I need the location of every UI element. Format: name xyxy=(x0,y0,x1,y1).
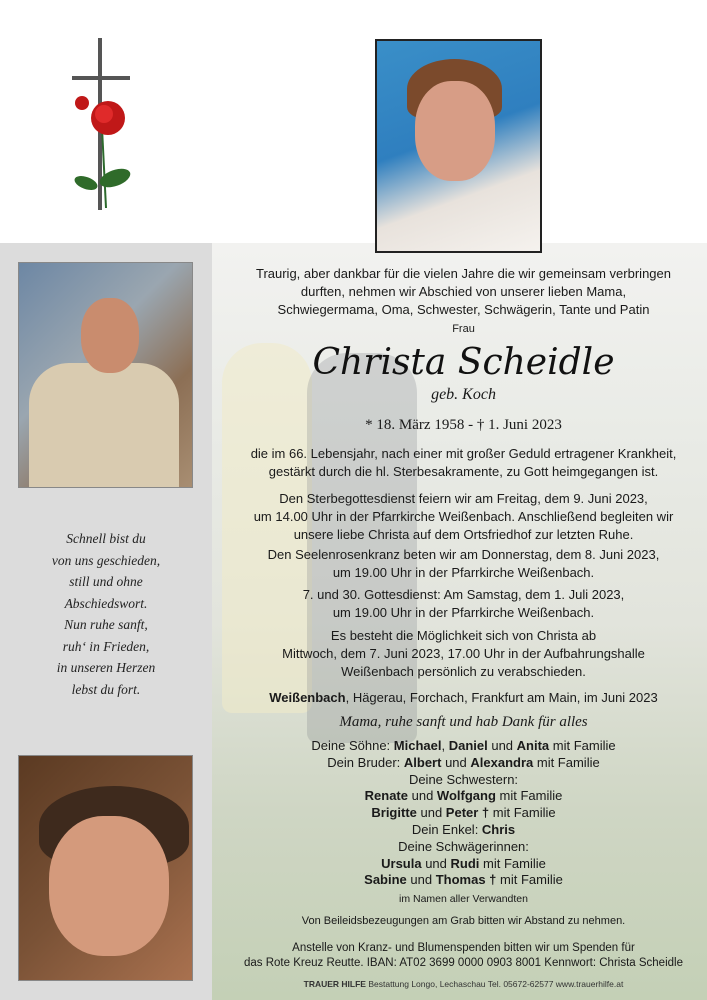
text-line: Weißenbach persönlich zu verabschieden. xyxy=(341,664,586,679)
family-text: Deine Söhne: xyxy=(311,738,394,753)
family-list xyxy=(220,738,707,889)
poem-line: still und ohne xyxy=(69,574,143,589)
family-text: und xyxy=(416,805,446,821)
poem-line: Nun ruhe sanft, xyxy=(64,617,148,632)
photo-traditional-dress xyxy=(18,262,193,488)
family-text: und xyxy=(406,872,436,888)
family-line xyxy=(220,872,707,889)
deceased-name: Christa Scheidle xyxy=(312,342,615,383)
poem xyxy=(0,528,212,700)
family-name: Michael xyxy=(393,738,442,753)
family-text: mit Familie xyxy=(549,738,616,753)
family-name: Chris xyxy=(481,821,516,837)
family-text: mit Familie xyxy=(479,855,546,871)
text-line: gestärkt durch die hl. Sterbesakramente, zu Gott heimgegangen ist. xyxy=(268,464,659,479)
family-name: Brigitte xyxy=(371,805,417,821)
family-line xyxy=(220,839,707,856)
family-text: mit Familie xyxy=(496,872,563,888)
donation-note xyxy=(220,941,707,971)
text-line: Mittwoch, dem 7. Juni 2023, 17.00 Uhr in der Aufbahrungshalle xyxy=(282,646,645,661)
photo-smiling xyxy=(18,755,193,981)
family-text: Dein Enkel: xyxy=(411,821,482,837)
intro-text xyxy=(220,265,707,319)
place-rest: , Hägerau, Forchach, Frankfurt am Main, im Juni 2023 xyxy=(345,690,658,705)
rosary-info xyxy=(220,546,707,582)
footer-brand: TRAUER HILFE xyxy=(303,979,366,989)
viewing-info xyxy=(220,627,707,681)
text-line: um 14.00 Uhr in der Pfarrkirche Weißenbach. Anschließend begleiten wir xyxy=(253,509,674,524)
text-line: unsere liebe Christa auf dem Ortsfriedhof zur letzten Ruhe. xyxy=(293,527,634,542)
family-text: Dein Bruder: xyxy=(327,754,404,770)
family-line xyxy=(220,805,707,822)
footer xyxy=(220,979,707,989)
place-date xyxy=(220,689,707,707)
family-name: Ursula xyxy=(381,855,422,871)
family-line xyxy=(220,772,707,789)
text-line: 7. und 30. Gottesdienst: Am Samstag, dem 1. Juli 2023, xyxy=(302,587,625,602)
family-name: Anita xyxy=(516,738,550,753)
text-line: Den Seelenrosenkranz beten wir am Donnerstag, dem 8. Juni 2023, xyxy=(267,547,660,562)
text-line: Den Sterbegottesdienst feiern wir am Freitag, dem 9. Juni 2023, xyxy=(279,491,648,506)
family-text: und xyxy=(441,754,471,770)
text-line: Anstelle von Kranz- und Blumenspenden bitten wir um Spenden für xyxy=(292,942,635,954)
place-bold: Weißenbach xyxy=(269,690,346,705)
family-name: Wolfgang xyxy=(436,788,496,804)
poem-line: Schnell bist du xyxy=(66,531,146,546)
maiden-name: geb. Koch xyxy=(431,386,496,403)
family-line xyxy=(220,738,707,755)
family-text: mit Familie xyxy=(489,805,556,821)
poem-line: Abschiedswort. xyxy=(64,595,148,611)
family-text: und xyxy=(408,788,437,804)
poem-line: ruh‘ in Frieden, xyxy=(62,638,150,654)
text-line: das Rote Kreuz Reutte. IBAN: AT02 3699 0000 0903 8001 Kennwort: Christa Scheidle xyxy=(244,957,683,969)
family-line xyxy=(220,755,707,772)
family-name: Thomas † xyxy=(435,872,497,888)
life-dates: * 18. März 1958 - † 1. Juni 2023 xyxy=(365,417,562,433)
family-line xyxy=(220,788,707,805)
funeral-info xyxy=(220,490,707,544)
footer-text: Bestattung Longo, Lechaschau Tel. 05672-62577 www.trauerhilfe.at xyxy=(365,979,624,989)
text-line: Es besteht die Möglichkeit sich von Christa ab xyxy=(330,628,597,643)
text-line: Schwiegermama, Oma, Schwester, Schwägerin, Tante und Patin xyxy=(277,302,650,317)
family-text: und xyxy=(487,738,517,753)
mass-info xyxy=(220,586,707,622)
family-text: mit Familie xyxy=(495,788,563,804)
family-text: Deine Schwägerinnen: xyxy=(398,838,529,854)
text-line: um 19.00 Uhr in der Pfarrkirche Weißenbach. xyxy=(332,565,595,580)
text-line: durften, nehmen wir Abschied von unserer lieben Mama, xyxy=(300,284,627,299)
poem-line: lebst du fort. xyxy=(71,681,141,697)
family-text: , xyxy=(441,738,449,753)
family-name: Rudi xyxy=(450,855,480,871)
text-line: um 19.00 Uhr in der Pfarrkirche Weißenbach. xyxy=(332,605,595,620)
family-name: Albert xyxy=(403,754,442,770)
family-line xyxy=(220,822,707,839)
death-text xyxy=(220,445,707,481)
family-text: Deine Schwestern: xyxy=(408,771,519,787)
motto: Mama, ruhe sanft und hab Dank für alles xyxy=(339,714,588,730)
family-name: Alexandra xyxy=(470,754,534,770)
portrait-photo xyxy=(375,39,542,253)
text-line: Traurig, aber dankbar für die vielen Jahre die wir gemeinsam verbringen xyxy=(255,266,671,281)
family-name: Sabine xyxy=(364,872,407,888)
cross-rose-icon xyxy=(70,38,150,213)
poem-line: in unseren Herzen xyxy=(56,660,156,675)
poem-line: von uns geschieden, xyxy=(51,552,161,568)
text-line: die im 66. Lebensjahr, nach einer mit großer Geduld ertragener Krankheit, xyxy=(250,446,677,461)
condolence-note: Von Beileidsbezeugungen am Grab bitten wir Abstand zu nehmen. xyxy=(301,915,626,927)
relatives-note: im Namen aller Verwandten xyxy=(399,893,528,905)
family-name: Peter † xyxy=(445,805,490,821)
salutation: Frau xyxy=(452,323,475,335)
family-text: mit Familie xyxy=(533,754,600,770)
family-text: und xyxy=(421,855,451,871)
family-name: Daniel xyxy=(448,738,488,753)
family-name: Renate xyxy=(364,788,408,804)
family-line xyxy=(220,856,707,873)
